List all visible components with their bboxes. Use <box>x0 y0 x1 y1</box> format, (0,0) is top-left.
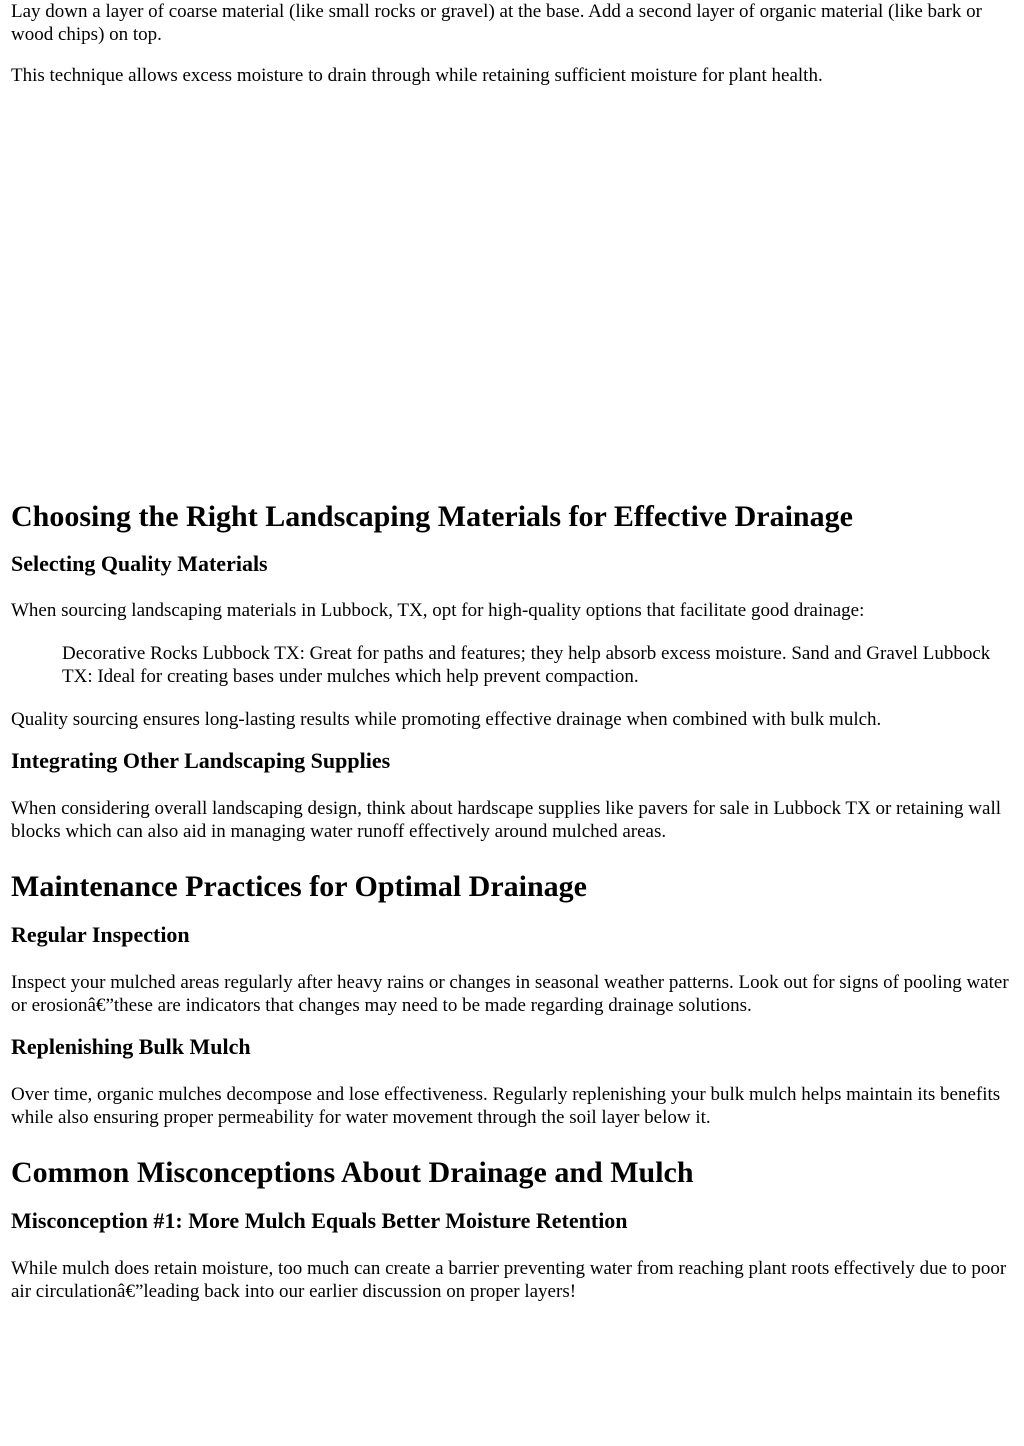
paragraph-sourcing: When sourcing landscaping materials in Lubbock, TX, opt for high-quality options that facilitate good drainage: <box>11 600 865 621</box>
section-heading-misconceptions: Common Misconceptions About Drainage and Mulch <box>11 1156 694 1189</box>
subheading-replenishing-mulch: Replenishing Bulk Mulch <box>11 1034 251 1059</box>
paragraph-replenishing: Over time, organic mulches decompose and lose effectiveness. Regularly replenishing your bulk mulch helps maintain its benefits while also ensuring proper permeability for water movement through the soil layer below it. <box>11 1084 1001 1128</box>
paragraph-quality-sourcing: Quality sourcing ensures long-lasting results while promoting effective drainage when combined with bulk mulch. <box>11 709 882 730</box>
section-heading-maintenance: Maintenance Practices for Optimal Drainage <box>11 870 587 903</box>
blank-image-area <box>11 87 1011 499</box>
paragraph-misconception-1: While mulch does retain moisture, too much can create a barrier preventing water from reaching plant roots effectively due to poor air circulationâ€”leading back into our earlier discussion on proper layers! <box>11 1258 1007 1302</box>
intro-paragraph-2: This technique allows excess moisture to drain through while retaining sufficient moisture for plant health. <box>11 65 823 86</box>
materials-list: Decorative Rocks Lubbock TX: Great for paths and features; they help absorb excess moisture. Sand and Gravel Lubbock TX: Ideal for creating bases under mulches which help prevent compaction. <box>62 643 991 687</box>
section-heading-materials: Choosing the Right Landscaping Materials for Effective Drainage <box>11 500 853 533</box>
paragraph-hardscape: When considering overall landscaping design, think about hardscape supplies like pavers for sale in Lubbock TX or retaining wall blocks which can also aid in managing water runoff effectively around mulched areas. <box>11 798 1002 842</box>
document-page <box>11 0 1011 1303</box>
subheading-regular-inspection: Regular Inspection <box>11 922 190 947</box>
subheading-other-supplies: Integrating Other Landscaping Supplies <box>11 748 391 773</box>
subheading-quality-materials: Selecting Quality Materials <box>11 551 268 576</box>
subheading-misconception-1: Misconception #1: More Mulch Equals Better Moisture Retention <box>11 1208 628 1233</box>
paragraph-inspection: Inspect your mulched areas regularly after heavy rains or changes in seasonal weather patterns. Look out for signs of pooling water or erosionâ€”these are indicators that changes may need to be made regarding drainage solutions. <box>11 972 1009 1016</box>
intro-paragraph-1: Lay down a layer of coarse material (like small rocks or gravel) at the base. Add a second layer of organic material (like bark or wood chips) on top. <box>11 1 982 45</box>
